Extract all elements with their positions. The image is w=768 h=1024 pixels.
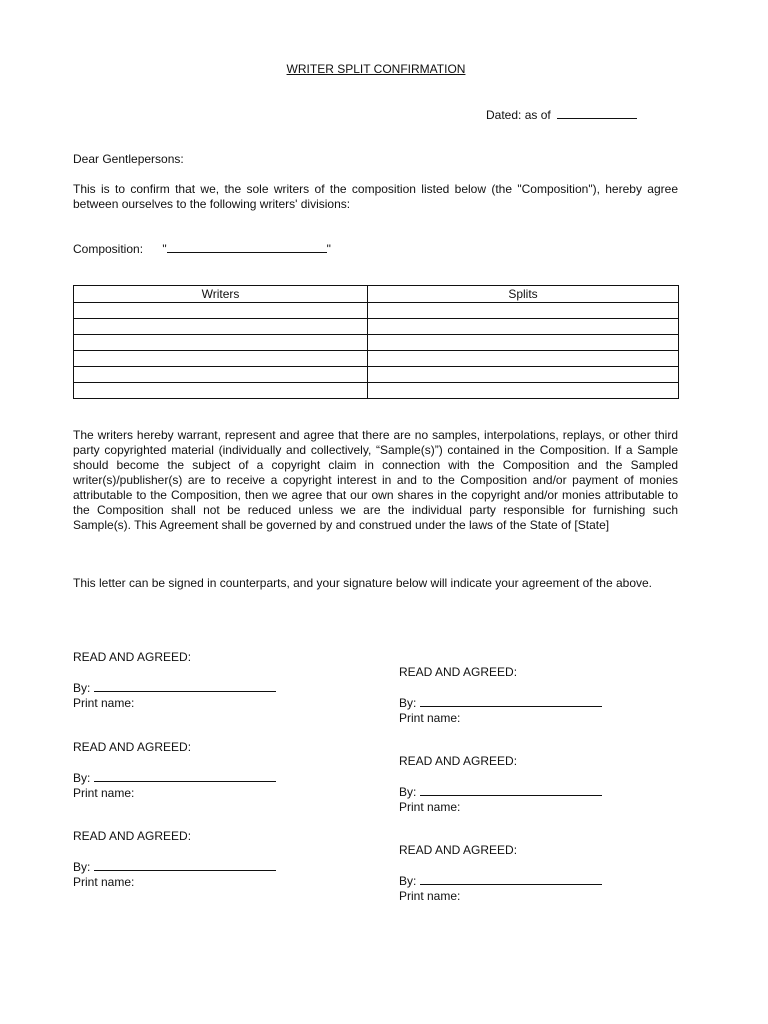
greeting: Dear Gentlepersons: [73, 152, 184, 166]
composition-label: Composition: [73, 242, 144, 256]
composition-line [73, 241, 331, 257]
composition-blank[interactable] [167, 241, 327, 253]
writer-cell[interactable] [74, 335, 368, 351]
by-label: By: [399, 874, 417, 888]
signature-line[interactable] [94, 770, 276, 782]
print-name-label: Print name: [73, 696, 135, 710]
signature-line[interactable] [94, 859, 276, 871]
signature-line[interactable] [420, 784, 602, 796]
writer-cell[interactable] [74, 319, 368, 335]
by-line [73, 859, 276, 875]
writer-cell[interactable] [74, 351, 368, 367]
read-and-agreed-heading: READ AND AGREED: [73, 829, 192, 843]
print-name-label: Print name: [73, 786, 135, 800]
table-row [74, 383, 679, 399]
signature-block-right-1 [399, 665, 602, 726]
by-line [399, 784, 602, 800]
document-title: WRITER SPLIT CONFIRMATION [286, 62, 466, 76]
writers-header: Writers [74, 286, 368, 303]
signature-block-left-1 [73, 650, 276, 711]
warranty-paragraph: The writers hereby warrant, represent and agree that there are no samples, interpolations, replays, or other third party copyrighted material (individually and collectively, “Sample(s)”) contained in the Composition. If a Sample should become the subject of a copyright claim in connection with the Composition and the Sampled writer(s)/publisher(s) are to receive a copyright interest in and to the Composition and/or payment of monies attributable to the Composition, then we agree that our own shares in the copyright and/or monies attributable to the Composition shall not be reduced unless we are the individual party responsible for furnishing such Sample(s). This Agreement shall be governed by and construed under the laws of the State of [State] [73, 428, 678, 532]
signature-line[interactable] [94, 680, 276, 692]
print-name-label: Print name: [73, 875, 135, 889]
split-cell[interactable] [368, 383, 679, 399]
by-label: By: [399, 785, 417, 799]
table-row [74, 367, 679, 383]
writer-cell[interactable] [74, 303, 368, 319]
dated-line [486, 107, 637, 123]
by-label: By: [73, 860, 91, 874]
counterparts-paragraph: This letter can be signed in counterparts, and your signature below will indicate your agreement of the above. [73, 576, 652, 590]
dated-label: Dated: as of [486, 108, 551, 122]
by-line [399, 873, 602, 889]
signature-block-right-3 [399, 843, 602, 904]
by-label: By: [73, 681, 91, 695]
signature-block-left-2 [73, 740, 276, 801]
writer-cell[interactable] [74, 367, 368, 383]
table-row [74, 351, 679, 367]
writer-cell[interactable] [74, 383, 368, 399]
by-line [73, 680, 276, 696]
split-cell[interactable] [368, 319, 679, 335]
print-name-label: Print name: [399, 800, 461, 814]
splits-header: Splits [368, 286, 679, 303]
by-line [73, 770, 276, 786]
table-row [74, 335, 679, 351]
splits-table [73, 285, 679, 399]
table-row [74, 319, 679, 335]
split-cell[interactable] [368, 303, 679, 319]
intro-paragraph: This is to confirm that we, the sole writers of the composition listed below (the "Composition"), hereby agree between ourselves to the following writers' divisions: [73, 182, 678, 211]
signature-block-right-2 [399, 754, 602, 815]
dated-blank[interactable] [557, 107, 637, 119]
by-label: By: [399, 696, 417, 710]
by-line [399, 695, 602, 711]
table-header-row [74, 286, 679, 303]
table-row [74, 303, 679, 319]
signature-line[interactable] [420, 873, 602, 885]
by-label: By: [73, 771, 91, 785]
split-cell[interactable] [368, 335, 679, 351]
signature-block-left-3 [73, 829, 276, 890]
read-and-agreed-heading: READ AND AGREED: [399, 665, 518, 679]
read-and-agreed-heading: READ AND AGREED: [399, 754, 518, 768]
signature-line[interactable] [420, 695, 602, 707]
print-name-label: Print name: [399, 889, 461, 903]
read-and-agreed-heading: READ AND AGREED: [73, 650, 192, 664]
composition-close-quote: " [326, 242, 331, 256]
read-and-agreed-heading: READ AND AGREED: [399, 843, 518, 857]
split-cell[interactable] [368, 367, 679, 383]
composition-open-quote: " [162, 242, 167, 256]
split-cell[interactable] [368, 351, 679, 367]
read-and-agreed-heading: READ AND AGREED: [73, 740, 192, 754]
print-name-label: Print name: [399, 711, 461, 725]
